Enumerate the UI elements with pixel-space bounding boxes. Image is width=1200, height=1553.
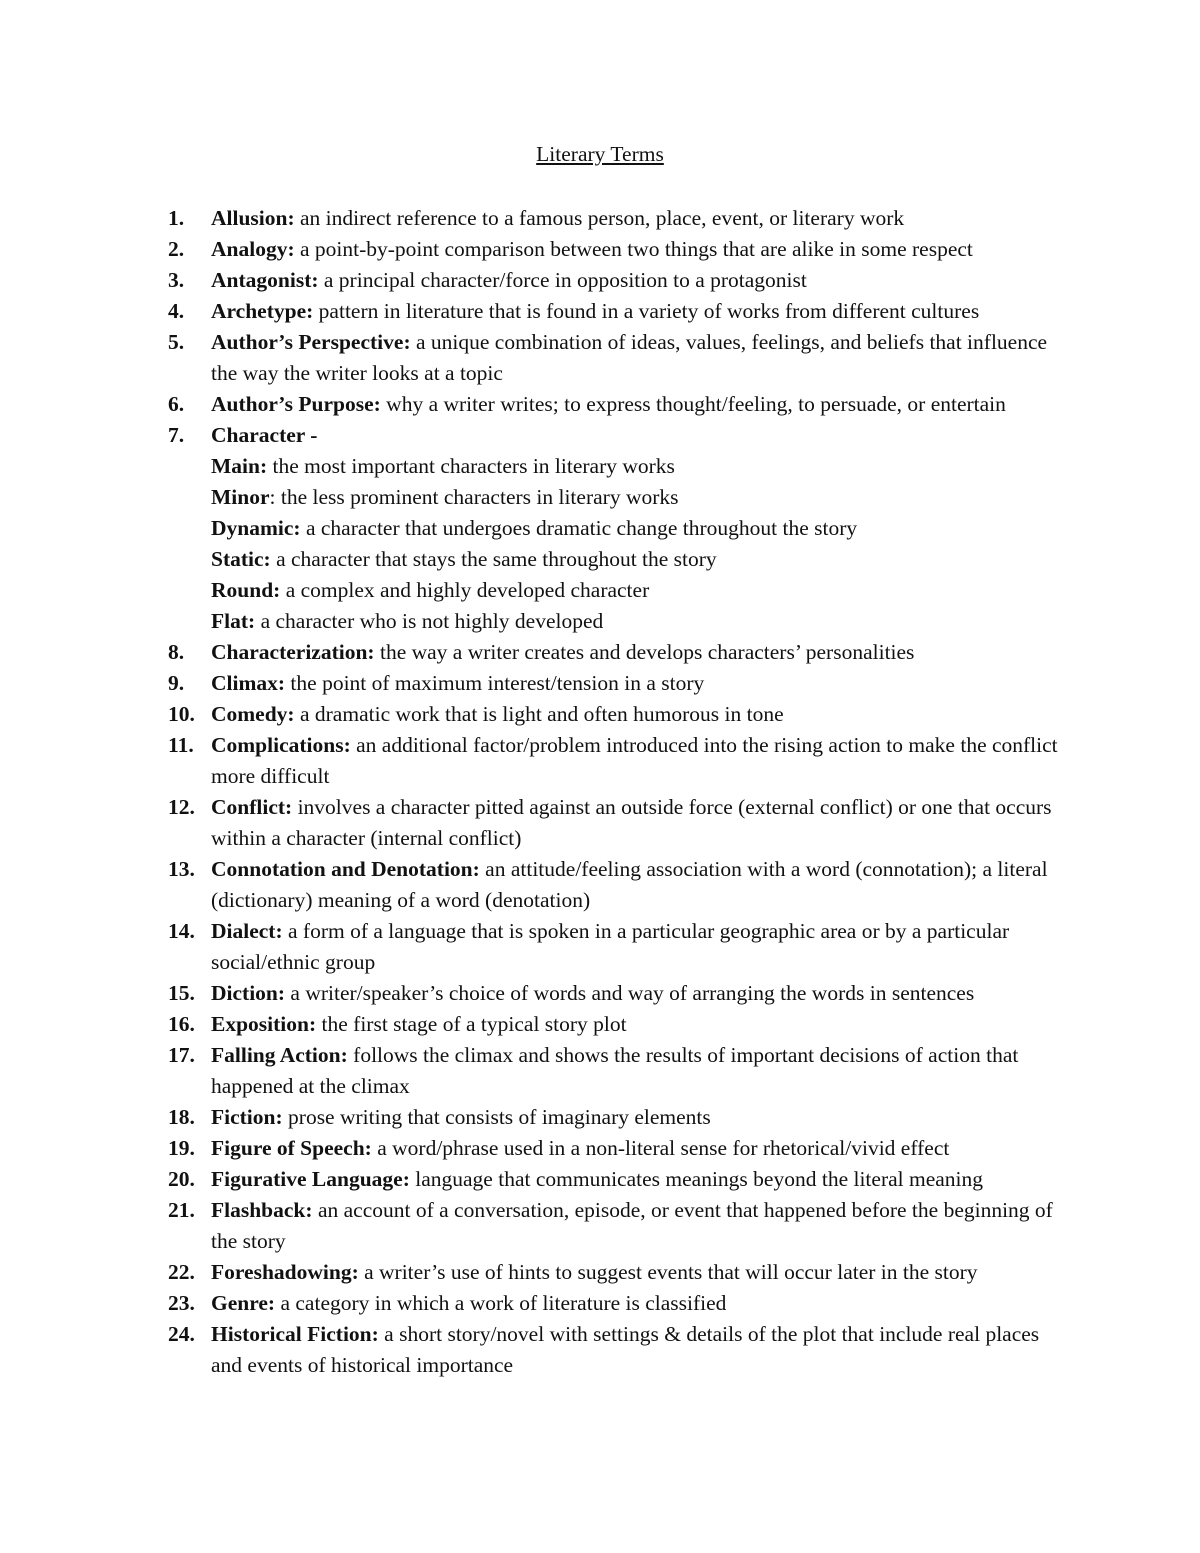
term-definition: an account of a conversation, episode, or event that happened before the beginning of the story — [211, 1198, 1053, 1253]
term-label: Conflict: — [211, 795, 293, 819]
term-item — [168, 203, 1068, 234]
term-label: Allusion: — [211, 206, 295, 230]
term-item — [168, 792, 1068, 854]
subterm-definition: a character who is not highly developed — [255, 609, 604, 633]
item-number: 13. — [168, 857, 195, 881]
term-item — [168, 668, 1068, 699]
item-content — [211, 1102, 1068, 1133]
subterm-definition: : the less prominent characters in literary works — [269, 485, 679, 509]
item-number: 16. — [168, 1012, 195, 1036]
subterm-label: Minor — [211, 485, 270, 509]
item-number: 7. — [168, 423, 185, 447]
item-number: 22. — [168, 1260, 195, 1284]
subterm-definition: a character that stays the same throughout the story — [270, 547, 717, 571]
term-item — [168, 1040, 1068, 1102]
term-item — [168, 1195, 1068, 1257]
term-definition: a writer’s use of hints to suggest events that will occur later in the story — [358, 1260, 978, 1284]
term-definition: a word/phrase used in a non-literal sense for rhetorical/vivid effect — [371, 1136, 950, 1160]
term-definition: pattern in literature that is found in a variety of works from different cultures — [313, 299, 980, 323]
term-label: Figurative Language: — [211, 1167, 410, 1191]
item-content — [211, 1164, 1068, 1195]
term-definition: a short story/novel with settings & details of the plot that include real places and events of historical importance — [211, 1322, 1040, 1377]
item-number: 20. — [168, 1167, 195, 1191]
term-item — [168, 1319, 1068, 1381]
item-number: 4. — [168, 299, 185, 323]
term-label: Archetype: — [211, 299, 314, 323]
term-definition: a dramatic work that is light and often humorous in tone — [294, 702, 784, 726]
item-number: 9. — [168, 671, 185, 695]
item-content — [211, 296, 1068, 327]
term-definition: language that communicates meanings beyond the literal meaning — [409, 1167, 984, 1191]
term-label: Analogy: — [211, 237, 295, 261]
term-label: Author’s Purpose: — [211, 392, 381, 416]
subterm-item — [211, 606, 1068, 637]
term-label: Genre: — [211, 1291, 276, 1315]
item-content — [211, 637, 1068, 668]
subterm-label: Static: — [211, 547, 271, 571]
term-item — [168, 699, 1068, 730]
subterm-definition: a complex and highly developed character — [280, 578, 650, 602]
term-label: Fiction: — [211, 1105, 283, 1129]
term-label: Character - — [211, 423, 318, 447]
subterm-item — [211, 513, 1068, 544]
term-label: Characterization: — [211, 640, 375, 664]
term-label: Connotation and Denotation: — [211, 857, 480, 881]
term-label: Diction: — [211, 981, 286, 1005]
term-definition: the point of maximum interest/tension in a story — [285, 671, 705, 695]
item-number: 15. — [168, 981, 195, 1005]
item-number: 17. — [168, 1043, 195, 1067]
subterm-item — [211, 544, 1068, 575]
item-content — [211, 978, 1068, 1009]
item-number: 14. — [168, 919, 195, 943]
term-label: Climax: — [211, 671, 286, 695]
term-definition: a form of a language that is spoken in a particular geographic area or by a particular social/ethnic group — [211, 919, 1010, 974]
item-number: 24. — [168, 1322, 195, 1346]
term-item — [168, 1288, 1068, 1319]
term-definition: a point-by-point comparison between two things that are alike in some respect — [294, 237, 973, 261]
item-number: 11. — [168, 733, 194, 757]
item-content — [211, 265, 1068, 296]
term-definition: prose writing that consists of imaginary elements — [282, 1105, 711, 1129]
subterm-label: Main: — [211, 454, 268, 478]
item-number: 6. — [168, 392, 185, 416]
subterm-definition: the most important characters in literary works — [267, 454, 675, 478]
term-item — [168, 916, 1068, 978]
term-item — [168, 1009, 1068, 1040]
item-number: 19. — [168, 1136, 195, 1160]
item-number: 21. — [168, 1198, 195, 1222]
item-content — [211, 203, 1068, 234]
item-number: 2. — [168, 237, 185, 261]
term-definition: a writer/speaker’s choice of words and way of arranging the words in sentences — [285, 981, 975, 1005]
term-item — [168, 389, 1068, 420]
term-item — [168, 420, 1068, 637]
term-item — [168, 1102, 1068, 1133]
term-definition: a category in which a work of literature is classified — [275, 1291, 727, 1315]
term-definition: involves a character pitted against an outside force (external conflict) or one that occurs within a character (internal conflict) — [211, 795, 1052, 850]
term-item — [168, 1164, 1068, 1195]
item-content — [211, 1195, 1068, 1257]
item-content — [211, 730, 1068, 792]
term-definition: a principal character/force in opposition to a protagonist — [318, 268, 807, 292]
term-label: Foreshadowing: — [211, 1260, 359, 1284]
term-label: Flashback: — [211, 1198, 313, 1222]
term-definition: an attitude/feeling association with a word (connotation); a literal (dictionary) meaning of a word (denotation) — [211, 857, 1048, 912]
term-label: Historical Fiction: — [211, 1322, 379, 1346]
subterm-definition: a character that undergoes dramatic change throughout the story — [300, 516, 858, 540]
term-label: Falling Action: — [211, 1043, 348, 1067]
term-item — [168, 327, 1068, 389]
item-content — [211, 1257, 1068, 1288]
term-definition: follows the climax and shows the results of important decisions of action that happened at the climax — [211, 1043, 1019, 1098]
item-content — [211, 1319, 1068, 1381]
term-label: Complications: — [211, 733, 351, 757]
item-number: 5. — [168, 330, 185, 354]
item-content — [211, 327, 1068, 389]
item-number: 23. — [168, 1291, 195, 1315]
term-item — [168, 1257, 1068, 1288]
item-content — [211, 699, 1068, 730]
item-number: 10. — [168, 702, 195, 726]
item-content — [211, 854, 1068, 916]
item-number: 1. — [168, 206, 185, 230]
term-label: Figure of Speech: — [211, 1136, 372, 1160]
subterm-item — [211, 575, 1068, 606]
term-definition: a unique combination of ideas, values, feelings, and beliefs that influence the way the writer looks at a topic — [211, 330, 1048, 385]
item-content — [211, 916, 1068, 978]
subterm-item — [211, 482, 1068, 513]
term-item — [168, 978, 1068, 1009]
page-title: Literary Terms — [536, 142, 664, 166]
term-label: Exposition: — [211, 1012, 317, 1036]
term-definition: why a writer writes; to express thought/feeling, to persuade, or entertain — [380, 392, 1006, 416]
subterm-label: Dynamic: — [211, 516, 301, 540]
item-content — [211, 1009, 1068, 1040]
subterm-item — [211, 451, 1068, 482]
item-content — [211, 1288, 1068, 1319]
term-item — [168, 296, 1068, 327]
subterm-label: Flat: — [211, 609, 256, 633]
item-number: 12. — [168, 795, 195, 819]
term-item — [168, 637, 1068, 668]
term-definition: an indirect reference to a famous person, place, event, or literary work — [294, 206, 905, 230]
term-item — [168, 730, 1068, 792]
term-label: Comedy: — [211, 702, 295, 726]
term-label: Dialect: — [211, 919, 283, 943]
item-content — [211, 1133, 1068, 1164]
item-number: 8. — [168, 640, 185, 664]
term-item — [168, 1133, 1068, 1164]
term-item — [168, 234, 1068, 265]
item-number: 3. — [168, 268, 185, 292]
item-content — [211, 792, 1068, 854]
subterm-label: Round: — [211, 578, 281, 602]
item-content — [211, 668, 1068, 699]
term-label: Author’s Perspective: — [211, 330, 411, 354]
item-number: 18. — [168, 1105, 195, 1129]
terms-list — [168, 203, 1068, 1381]
item-content — [211, 420, 1068, 637]
term-definition: an additional factor/problem introduced into the rising action to make the conflict more difficult — [211, 733, 1058, 788]
term-definition: the first stage of a typical story plot — [316, 1012, 627, 1036]
term-label: Antagonist: — [211, 268, 319, 292]
item-content — [211, 234, 1068, 265]
item-content — [211, 389, 1068, 420]
term-definition: the way a writer creates and develops characters’ personalities — [374, 640, 915, 664]
item-content — [211, 1040, 1068, 1102]
term-item — [168, 265, 1068, 296]
term-item — [168, 854, 1068, 916]
